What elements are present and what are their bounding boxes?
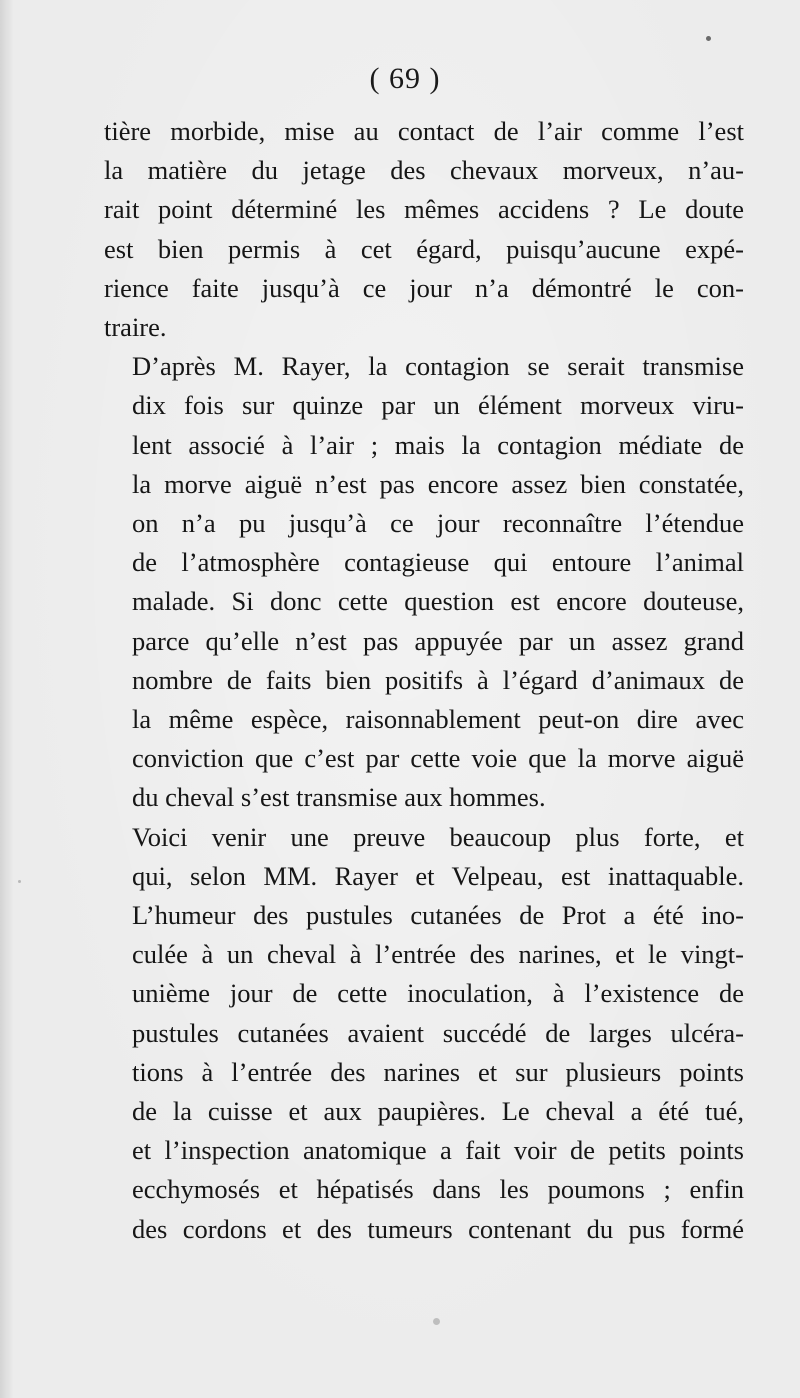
text-line: du cheval s’est transmise aux hommes. <box>132 782 546 813</box>
text-line: parce qu’elle n’est pas appuyée par un assez grand <box>132 625 744 656</box>
text-line: D’après M. Rayer, la contagion se serait transmise <box>132 351 744 382</box>
body-text <box>104 112 744 1249</box>
text-line: traire. <box>104 312 167 343</box>
text-line: ecchymosés et hépatisés dans les poumons ; enfin <box>132 1174 744 1205</box>
text-line: est bien permis à cet égard, puisqu’aucune expé- <box>104 233 744 264</box>
ink-speck <box>706 36 711 41</box>
text-line: rait point déterminé les mêmes accidens ? Le doute <box>104 194 744 225</box>
paragraph-3 <box>104 818 744 1249</box>
text-line: qui, selon MM. Rayer et Velpeau, est inattaquable. <box>132 860 744 891</box>
text-line: et l’inspection anatomique a fait voir de petits points <box>132 1135 744 1166</box>
text-line: la morve aiguë n’est pas encore assez bien constatée, <box>132 468 744 499</box>
page-number: ( 69 ) <box>369 62 441 95</box>
text-line: des cordons et des tumeurs contenant du pus formé <box>132 1213 744 1244</box>
text-line: malade. Si donc cette question est encore douteuse, <box>132 586 744 617</box>
text-line: Voici venir une preuve beaucoup plus forte, et <box>132 821 744 852</box>
text-line: L’humeur des pustules cutanées de Prot a été ino- <box>132 900 744 931</box>
text-line: pustules cutanées avaient succédé de larges ulcéra- <box>132 1017 744 1048</box>
text-line: nombre de faits bien positifs à l’égard d’animaux de <box>132 664 744 695</box>
text-line: tière morbide, mise au contact de l’air comme l’est <box>104 116 744 146</box>
text-line: la même espèce, raisonnablement peut-on dire avec <box>132 704 744 735</box>
text-line: la matière du jetage des chevaux morveux, n’au- <box>104 155 744 186</box>
text-line: rience faite jusqu’à ce jour n’a démontré le con- <box>104 272 744 303</box>
text-line: lent associé à l’air ; mais la contagion médiate de <box>132 429 744 460</box>
text-line: unième jour de cette inoculation, à l’existence de <box>132 978 744 1009</box>
text-line: dix fois sur quinze par un élément morveux viru- <box>132 390 744 421</box>
text-line: de l’atmosphère contagieuse qui entoure l’animal <box>132 547 744 578</box>
ink-speck <box>433 1318 440 1325</box>
text-line: de la cuisse et aux paupières. Le cheval a été tué, <box>132 1096 744 1127</box>
text-line: conviction que c’est par cette voie que la morve aiguë <box>132 743 744 774</box>
text-line: tions à l’entrée des narines et sur plusieurs points <box>132 1056 744 1087</box>
paragraph-1 <box>104 112 744 347</box>
text-line: on n’a pu jusqu’à ce jour reconnaître l’étendue <box>132 508 744 539</box>
ink-speck <box>18 880 21 883</box>
paragraph-2 <box>104 347 744 817</box>
text-line: culée à un cheval à l’entrée des narines, et le vingt- <box>132 939 744 970</box>
